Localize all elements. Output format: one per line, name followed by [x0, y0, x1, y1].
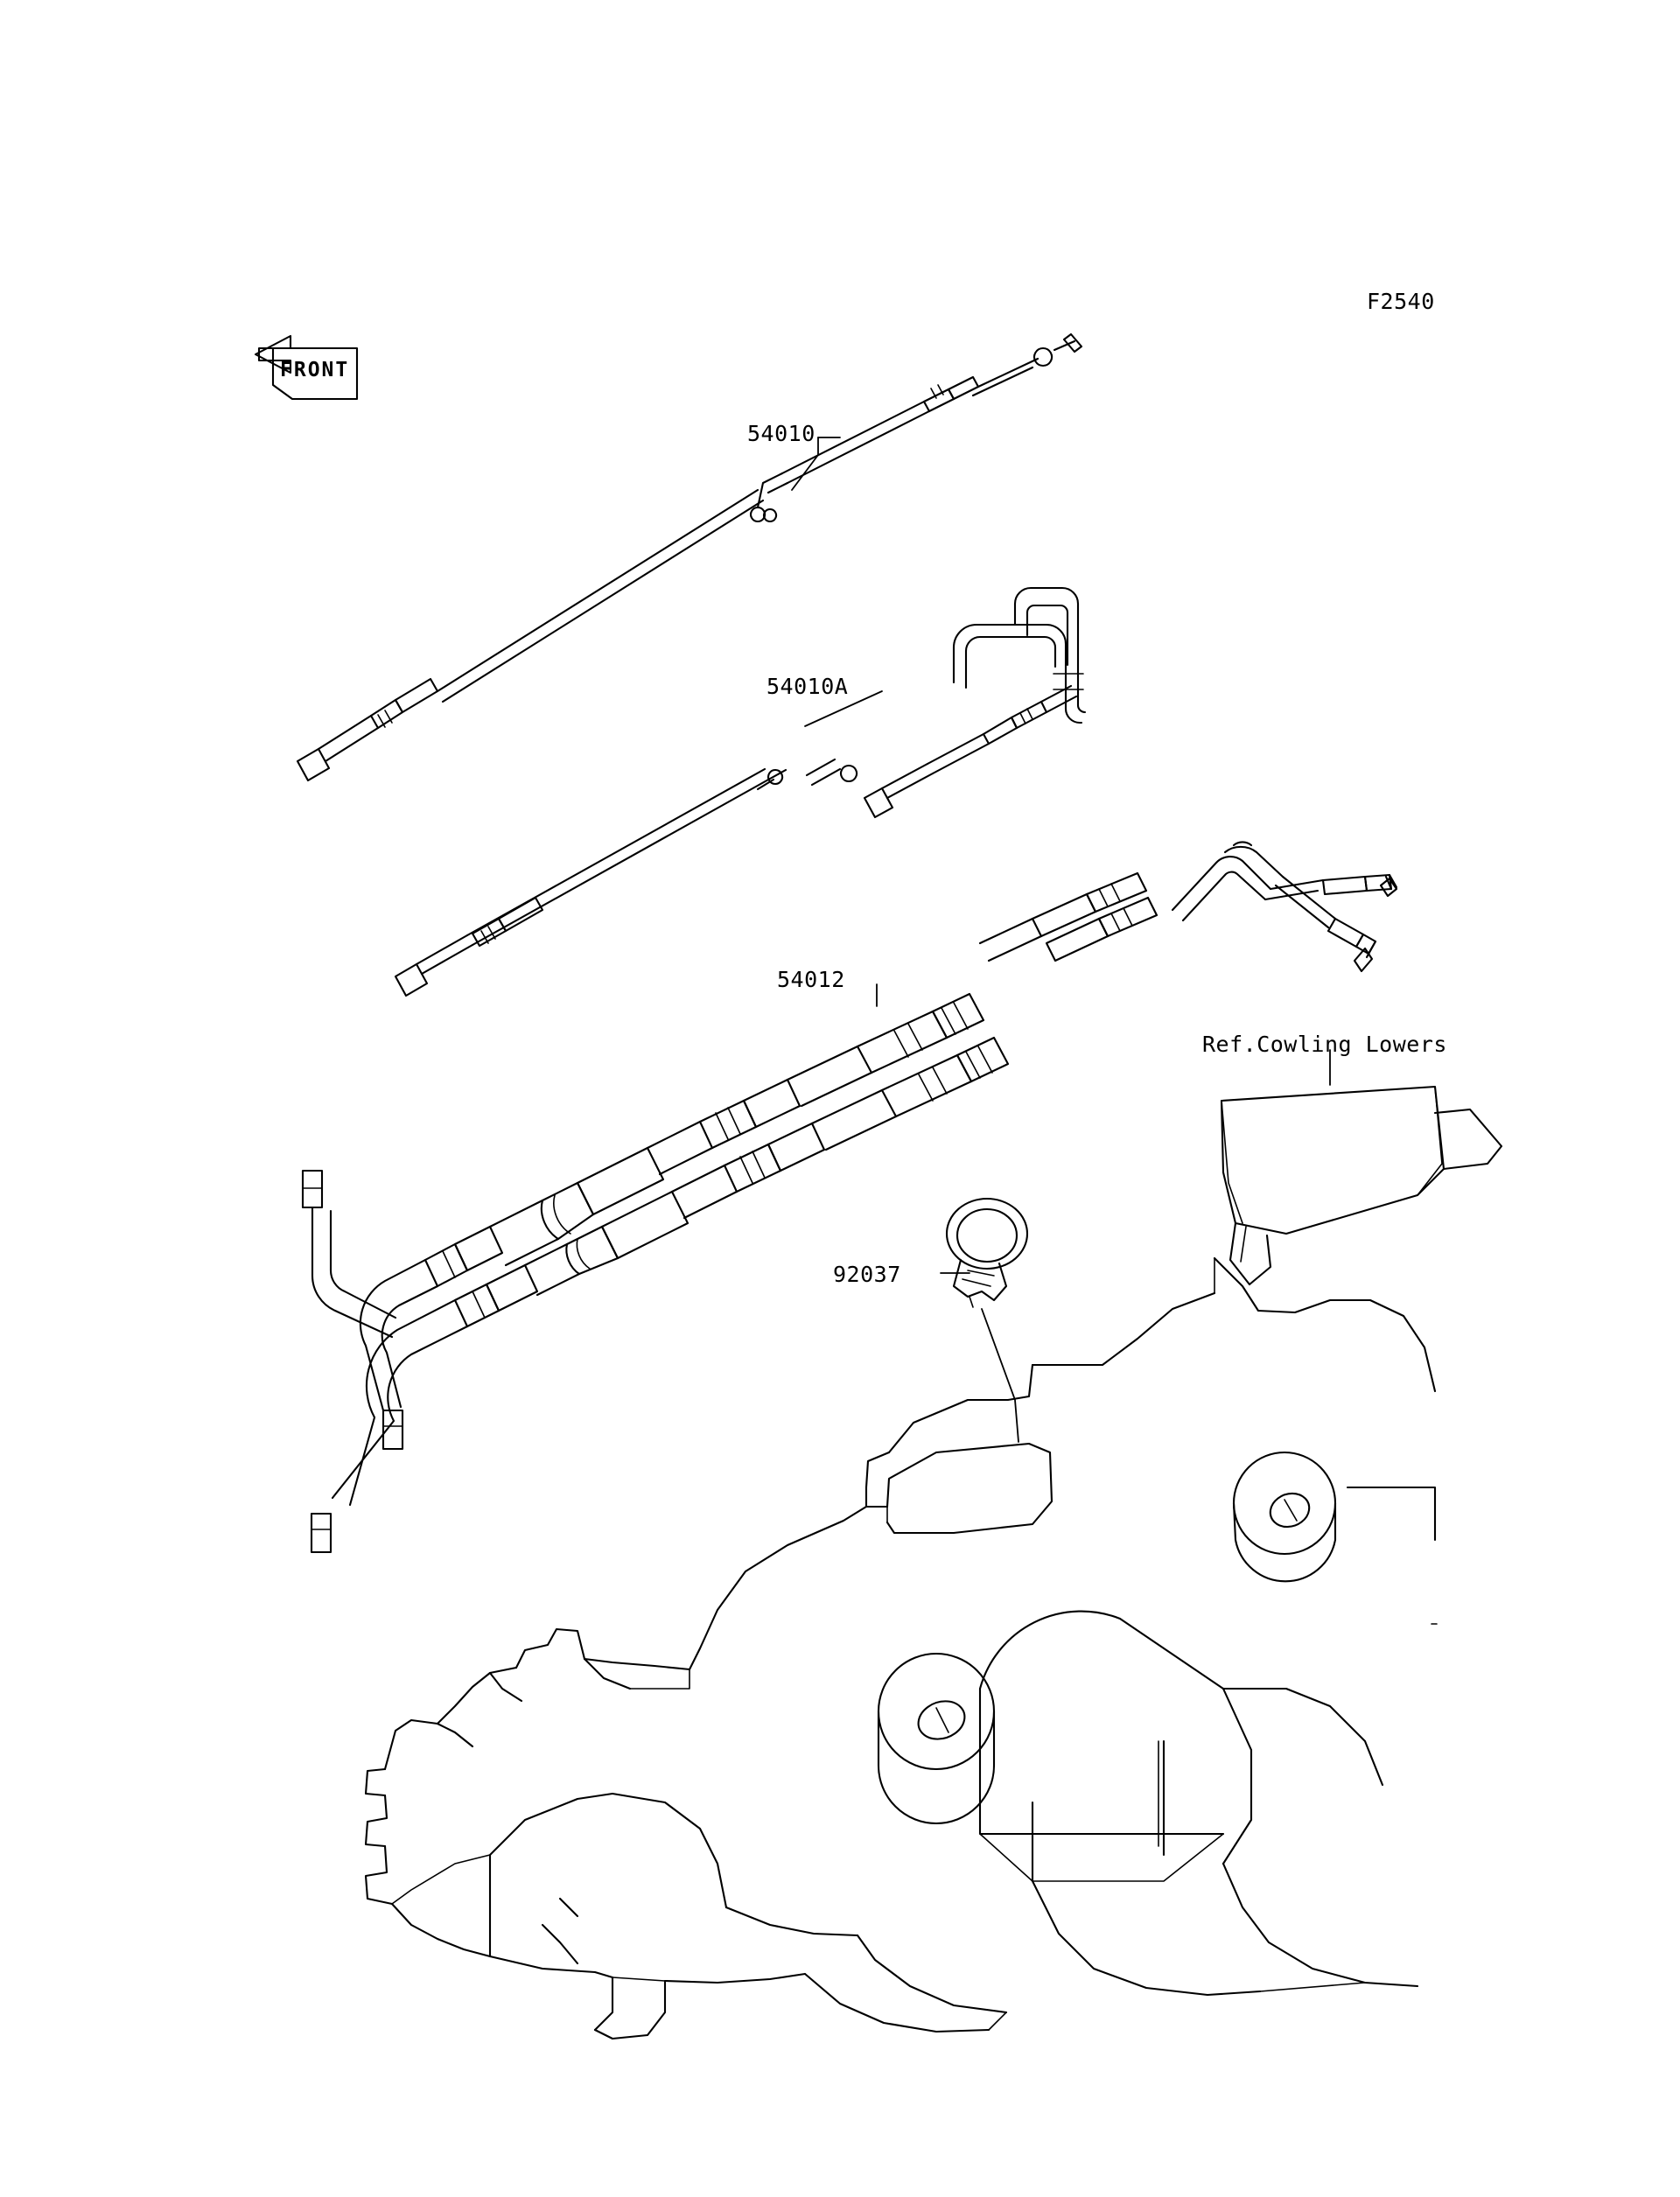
part-54010-cable: [298, 334, 1082, 780]
cowling-lower-body: [366, 1258, 1435, 2039]
cowling-lower-reference: [1222, 1087, 1502, 1284]
callout-label-54010a: 54010A: [766, 674, 849, 699]
sheet-code: F2540: [1367, 289, 1435, 314]
callout-label-54012: 54012: [777, 967, 845, 992]
callout-label-92037: 92037: [833, 1262, 901, 1287]
svg-text:FRONT: FRONT: [280, 359, 350, 381]
reference-label-cowling-lowers: Ref.Cowling Lowers: [1202, 1032, 1447, 1057]
part-92037-clamp: [947, 1199, 1027, 1442]
callout-label-54010: 54010: [747, 421, 816, 446]
part-54010a-cable: [396, 588, 1085, 996]
frame-detail: [438, 1452, 1437, 2032]
leader-lines: [792, 437, 1330, 1273]
